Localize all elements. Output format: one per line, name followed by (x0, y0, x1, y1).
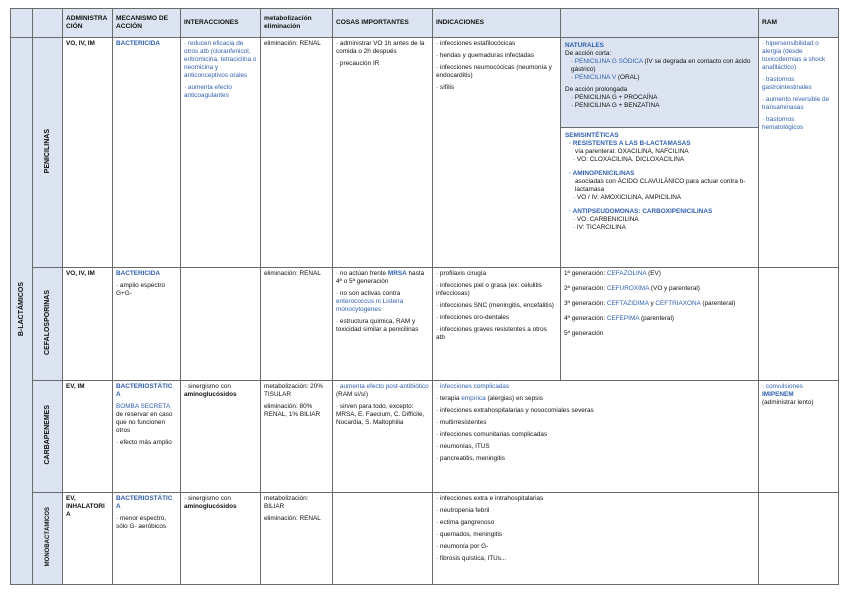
cef-imp-2-pre: · no son activas contra (336, 290, 401, 297)
resistentes-title: · RESISTENTES A LAS B-LACTAMASAS (569, 140, 691, 147)
carbapenemes-mechanism-note-2: · efecto más amplio (116, 439, 172, 446)
penicilinas-important-1: · administrar VO 1h antes de la comida o 2h después (336, 40, 425, 55)
header-indications: INDICACIONES (433, 9, 561, 38)
carbapenemes-important-2: · sirven para todo, excepto: MRSA, E. Faecium, C. Difficile, Nocardia, S. Maltophilia (336, 403, 425, 426)
antibiotics-table (10, 8, 839, 585)
carbapenemes-indications (433, 381, 759, 493)
monobactamicos-interactions (181, 493, 261, 585)
amino-2: · VO / IV: AMOXICILINA, AMPICILINA (573, 194, 682, 201)
cefalosporinas-important (333, 268, 433, 381)
amino-1: asociadas con ÁCIDO CLAVULÁNICO para actuar contra b-lactamasa (575, 178, 746, 193)
resistentes-1: vía parenteral: OXACILINA, NAFCILINA (575, 148, 689, 155)
header-row (11, 9, 839, 38)
group-label: B-LACTÁMICOS (17, 282, 25, 337)
pen-v-line: · PENICILINA V (ORAL) (571, 74, 640, 81)
monobactamicos-mechanism-text: BACTERIOSTÁTICA (116, 495, 173, 510)
cefalosporinas-indication-3: · infecciones SNC (meningitis, encefalitis) (436, 302, 554, 309)
monobactamicos-important (333, 493, 433, 585)
penicilinas-indications (433, 38, 561, 268)
gen-3-drug-2: CEFTRIAXONA (655, 300, 701, 307)
cef-imp-2-blue: enterococcus ni Listeria monocytogenes (336, 298, 404, 313)
pen-v-note: (ORAL) (617, 74, 640, 81)
carbapenemes-indication-title: · infecciones complicadas (436, 383, 510, 390)
header-ram: RAM (759, 9, 839, 38)
cefalosporinas-indications (433, 268, 561, 381)
cefalosporinas-admin-text: VO, IV, IM (66, 270, 95, 277)
penicilinas-ram-4: · trastornos hematológicos (762, 116, 804, 131)
header-interactions: INTERACCIONES (181, 9, 261, 38)
monobactamicos-indication-2: · neutropenia febril (436, 507, 490, 514)
monobactamicos-interaction (184, 495, 257, 511)
gen-1 (564, 270, 755, 278)
penicilinas-ram-2: · trastornos gastrointestinales (762, 76, 812, 91)
gen-3-post: (parenteral) (702, 300, 736, 307)
gen-1-drug: CEFAZOLINA (606, 270, 647, 277)
gen-4-drug: CEFEPIMA (606, 315, 640, 322)
penicilinas-semisinteticas-box (561, 128, 758, 236)
penicilinas-important-2: · precaución IR (336, 60, 380, 67)
carbapenemes-indication-4: · infecciones comunitarias complicadas (436, 431, 548, 438)
monobactamicos-indication-6: · fibrosis quística, ITUs... (436, 555, 507, 562)
carbapenemes-indication-5: · neumonías, ITUS (436, 443, 490, 450)
carbapenemes-ram-2: IMIPENEM (762, 391, 794, 398)
semi-title: SEMISINTÉTICAS (565, 132, 619, 139)
header-group-blank (11, 9, 33, 38)
pen-g: PENICILINA G SÓDICA (574, 58, 643, 65)
monobactamicos-metabolism (261, 493, 333, 585)
antibiotics-summary-sheet (10, 8, 838, 585)
carb-ind-1-blue: empírica (461, 395, 486, 402)
gen-4-post: (parenteral) (640, 315, 675, 322)
mono-int-pre: · sinergismo con (184, 495, 231, 502)
monobactamicos-admin-text: EV, INHALATORIA (66, 495, 105, 518)
penicilinas-interactions (181, 38, 261, 268)
cefalosporinas-ram (759, 268, 839, 381)
header-metabolism: metabolización eliminación (261, 9, 333, 38)
penicilinas-ram (759, 38, 839, 268)
cef-imp-1-post: hasta 4ª o 5ª generación (336, 270, 425, 285)
penicilinas-types (561, 38, 759, 268)
anti-1: · VO: CARBENICILINA (573, 216, 639, 223)
carb-int-pre: · sinergismo con (184, 383, 231, 390)
cefalosporinas-indication-2: · infecciones piel o grasa (ex: celulitis infecciosas) (436, 282, 542, 297)
cefalosporinas-important-3: · estructura química, RAM y toxicidad similar a penicilinas (336, 318, 419, 333)
carbapenemes-interactions (181, 381, 261, 493)
penicilinas-indication-2: · heridas y quemaduras infectadas (436, 52, 535, 59)
header-important: COSAS IMPORTANTES (333, 9, 433, 38)
carbapenemes-interaction (184, 383, 257, 399)
penicilinas-metabolism (261, 38, 333, 268)
penicilinas-admin-text: VO, IV, IM (66, 40, 95, 47)
carbapenemes-admin (63, 381, 113, 493)
family-label-penicilinas: PENICILINAS (43, 128, 51, 174)
penicilinas-admin (63, 38, 113, 268)
family-cefalosporinas (33, 268, 63, 381)
cefalosporinas-important-1 (336, 270, 429, 286)
cefalosporinas-mechanism (113, 268, 181, 381)
gen-2-post: (VO y parenteral) (650, 285, 700, 292)
gen-4-pre: 4ª generación: (564, 315, 606, 322)
cefalosporinas-interactions (181, 268, 261, 381)
cefalosporinas-indication-1: · profilaxis cirugía (436, 270, 487, 277)
anti-2: · IV: TICARCILINA (573, 224, 626, 231)
monobactamicos-admin (63, 493, 113, 585)
penicilinas-ram-1: · hipersensibilidad o alergia (desde toxicodermias a shock anafiláctico) (762, 40, 826, 71)
mono-int-drug: aminoglucósidos (184, 503, 237, 510)
gen-3 (564, 300, 755, 308)
carbapenemes-ram-3: (administrar lento) (762, 399, 814, 406)
carbapenemes-important (333, 381, 433, 493)
gen-3-pre: 3ª generación: (564, 300, 606, 307)
gen-1-pre: 1ª generación: (564, 270, 606, 277)
carb-ind-1-pre: · terapia (436, 395, 460, 402)
gen-2-pre: 2ª generación: (564, 285, 606, 292)
penicilinas-naturales-box (561, 38, 758, 128)
carbapenemes-ram (759, 381, 839, 493)
family-label-cefalosporinas: CEFALOSPORINAS (43, 290, 51, 355)
gen-3-drug: CEFTAZIDIMA (606, 300, 649, 307)
monobactamicos-mechanism (113, 493, 181, 585)
family-penicilinas (33, 38, 63, 268)
carbapenemes-indication-2: · infecciones extrahospitalarias y nosocomiales severas (436, 407, 594, 414)
carbapenemes-mech-note-text: de reservar en caso que no funcionen otros (116, 411, 173, 434)
carbapenemes-mechanism (113, 381, 181, 493)
carbapenemes-ram-1: · convulsiones (762, 383, 803, 390)
monobactamicos-indication-4: · quemados, meningitis (436, 531, 503, 538)
cefalosporinas-metabolism-text: eliminación: RENAL (264, 270, 321, 277)
cef-imp-1-pre: · no actúan frente (336, 270, 387, 277)
penicilinas-ram-3: · aumento reversible de transaminasas (762, 96, 830, 111)
penicilinas-metabolism-text: eliminación: RENAL (264, 40, 321, 47)
carbapenemes-indication-1 (436, 395, 755, 403)
pen-procaina: · PENICILINA G + PROCAÍNA (571, 94, 658, 101)
carbapenemes-bomba: BOMBA SECRETA (116, 403, 170, 410)
row-carbapenemes (11, 381, 839, 493)
carb-ind-1-post: (alergias) en sepsis (487, 395, 543, 402)
penicilinas-indication-4: · sífilis (436, 84, 455, 91)
cef-imp-1-blue: MRSA (387, 270, 407, 277)
gen-2 (564, 285, 755, 293)
penicilinas-interaction-2: · aumenta efecto anticoagulantes (184, 84, 232, 99)
family-monobactamicos (33, 493, 63, 585)
carb-imp-1-post: (RAM sí/sí) (336, 391, 368, 398)
header-blank (561, 9, 759, 38)
naturales-short: De acción corta: (565, 50, 612, 57)
carbapenemes-metabolism-2: eliminación: 80% RENAL, 1% BILIAR (264, 403, 321, 418)
cefalosporinas-indication-4: · infecciones oro-dentales (436, 314, 510, 321)
monobactamicos-indication-3: · ectima gangrenoso (436, 519, 495, 526)
gen-4 (564, 315, 755, 323)
carbapenemes-important-1 (336, 383, 429, 399)
header-mechanism: MECANISMO DE ACCIÓN (113, 9, 181, 38)
gen-1-post: (EV) (648, 270, 661, 277)
naturales-title: NATURALES (565, 42, 604, 49)
carbapenemes-mechanism-text: BACTERIOSTÁTICA (116, 383, 173, 398)
carbapenemes-admin-text: EV, IM (66, 383, 85, 390)
header-family-blank (33, 9, 63, 38)
naturales-long: De acción prolongada (565, 86, 628, 93)
family-label-monobactamicos: MONOBACTÁMICOS (44, 507, 51, 567)
header-admin: ADMINISTRACIÓN (63, 9, 113, 38)
family-label-carbapenemes: CARBAPENEMES (43, 405, 51, 465)
penicilinas-interaction-1: · reducen eficacia de otros atb (cloranfenicol, eritromicina, tetraciclina o neomicina y anticonceptivos orales (184, 40, 257, 79)
cefalosporinas-generations (561, 268, 759, 381)
row-cefalosporinas (11, 268, 839, 381)
carbapenemes-metabolism-1: metabolización: 20% TISULAR (264, 383, 323, 398)
family-carbapenemes (33, 381, 63, 493)
penicilinas-indication-3: · infecciones neumocócicas (neumonía y endocarditis) (436, 64, 552, 79)
carbapenemes-indication-3: · multirresistentes (436, 419, 487, 426)
carb-int-drug: aminoglucósidos (184, 391, 237, 398)
pen-g-note: (IV se degrada en contacto con ácido gástrico) (571, 58, 751, 73)
penicilinas-mechanism (113, 38, 181, 268)
resistentes-2: · VO: CLOXACILINA, DICLOXACILINA (573, 156, 685, 163)
anti-title: · ANTIPSEUDOMONAS: CARBOXIPENICILINAS (569, 208, 713, 215)
cefalosporinas-admin (63, 268, 113, 381)
cefalosporinas-indication-5: · infecciones graves resistentes a otros atb (436, 326, 547, 341)
monobactamicos-indications (433, 493, 759, 585)
monobactamicos-indication-5: · neumonía por G- (436, 543, 489, 550)
carbapenemes-indication-6: · pancreatitis, meningitis (436, 455, 505, 462)
penicilinas-important (333, 38, 433, 268)
cefalosporinas-mechanism-text: BACTERICIDA (116, 270, 161, 277)
gen-3-mid: y (650, 300, 654, 307)
penicilinas-mechanism-text: BACTERICIDA (116, 40, 161, 47)
monobactamicos-mechanism-note: · menor espectro, sólo G- aeróbicos (116, 515, 167, 530)
row-monobactamicos (11, 493, 839, 585)
pen-benzatina: · PENICILINA G + BENZATINA (571, 102, 660, 109)
gen-2-drug: CEFUROXIMA (606, 285, 650, 292)
pen-v: PENICILINA V (574, 74, 617, 81)
monobactamicos-indication-1: · infecciones extra e intrahospitalarias (436, 495, 544, 502)
amino-title: · AMINOPENICILINAS (569, 170, 635, 177)
row-penicilinas (11, 38, 839, 268)
carb-imp-1: · aumenta efecto post-antibiótico (336, 383, 429, 390)
carbapenemes-metabolism (261, 381, 333, 493)
gen-5: 5ª generación (564, 330, 604, 337)
pen-g-line: · PENICILINA G SÓDICA (IV se degrada en contacto con ácido gástrico) (571, 58, 751, 73)
monobactamicos-ram (759, 493, 839, 585)
carbapenemes-mechanism-note (116, 403, 177, 435)
cefalosporinas-important-2 (336, 290, 429, 314)
cefalosporinas-metabolism (261, 268, 333, 381)
monobactamicos-metabolism-1: metabolización: BILIAR (264, 495, 309, 510)
group-label-cell (11, 38, 33, 585)
cefalosporinas-mechanism-note: · amplio espectro G+G- (116, 282, 166, 297)
penicilinas-indication-1: · infecciones estafilocócicas (436, 40, 516, 47)
monobactamicos-metabolism-2: eliminación: RENAL (264, 515, 321, 522)
